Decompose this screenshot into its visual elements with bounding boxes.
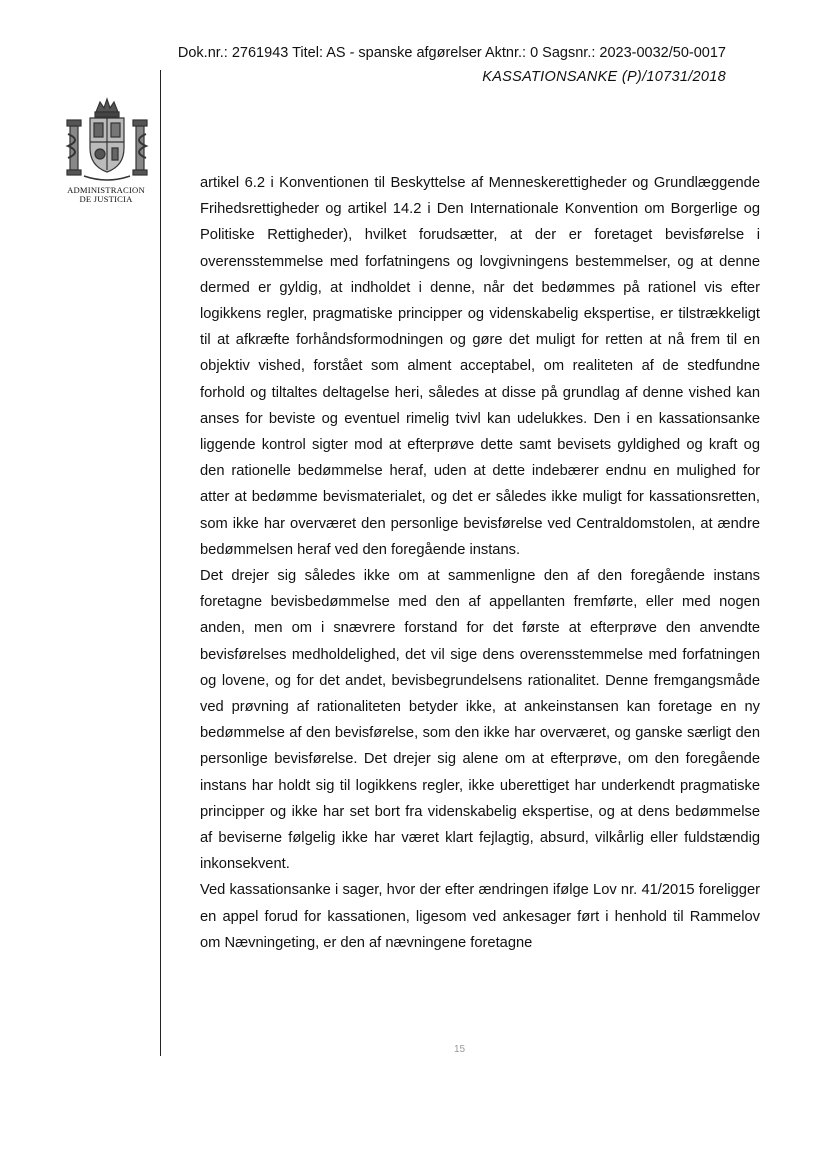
body-paragraph: Ved kassationsanke i sager, hvor der efter ændringen ifølge Lov nr. 41/2015 foreligger en appel forud for kassationen, ligesom ved ankesager ført i henhold til Rammelov om Nævningeting, er den af nævningene foretagne (200, 882, 760, 951)
case-reference: KASSATIONSANKE (P)/10731/2018 (482, 69, 726, 85)
emblem-caption (56, 186, 156, 204)
emblem-caption-line1: ADMINISTRACION (67, 185, 145, 195)
body-paragraph: artikel 6.2 i Konventionen til Beskyttelse af Menneskerettigheder og Grundlæggende Frihedsrettigheder og artikel 14.2 i Den Internationale Konvention om Borgerlige og Politiske Rettigheder), hvilket forudsætter, at der er foretaget bevisførelse i overensstemmelse med forfatningens og lovgivningens bestemmelser, og at denne dermed er gyldig, at indholdet i denne, når det bedømmes på rationel vis efter logikkens regler, pragmatiske principper og videnskabelig ekspertise, er tilstrækkeligt til at afkræfte forhåndsformodningen og gøre det muligt for retten at nå frem til en objektiv vished, forstået som alment acceptabel, om realiteten af de stedfundne forhold og tiltaltes deltagelse heri, således at disse på grundlag af denne vished kan anses for beviste og eventuel rimelig tvivl kan udelukkes. Den i en kassationsanke liggende kontrol sigter mod at efterprøve dette samt bevisets gyldighed og kraft og den rationelle bedømmelse heraf, uden at dette indebærer endnu en mulighed for atter at bedømme bevismaterialet, og det er således ikke muligt for kassationsretten, som ikke har overværet den personlige bevisførelse ved Centraldomstolen, at ændre bedømmelsen heraf ved den foregående instans. (200, 175, 760, 558)
page-number: 15 (454, 1044, 466, 1055)
body-paragraph: Det drejer sig således ikke om at sammenligne den af den foregående instans foretagne bevisbedømmelse med den af appellanten fremførte, eller med nogen anden, men om i snævrere forstand for det første at efterprøve den anvendte bevisførelses medholdelighed, det vil sige dens overensstemmelse med forfatningen og lovene, og for det andet, bevisbegrundelsens rationalitet. Denne fremgangsmåde ved prøvning af rationaliteten betyder ikke, at ankeinstansen kan foretage en ny bedømmelse af den bevisførelse, som den ikke har overværet, og ganske særligt den personlige bevisførelse. Det drejer sig alene om at efterprøve, om den foregående instans har holdt sig til logikkens regler, ikke uberettiget har underkendt pragmatiske principper og ikke har set bort fra videnskabelig ekspertise, og at dens bedømmelse af beviserne følgelig ikke har været klart fejlagtig, absurd, vilkårlig eller fuldstændig inkonsekvent. (200, 568, 760, 873)
coat-of-arms-icon (60, 96, 154, 186)
margin-rule (160, 70, 161, 1056)
emblem-caption-line2: DE JUSTICIA (79, 194, 133, 204)
document-header-info: Dok.nr.: 2761943 Titel: AS - spanske afgørelser Aktnr.: 0 Sagsnr.: 2023-0032/50-0017 (177, 45, 726, 61)
document-body (200, 170, 760, 956)
